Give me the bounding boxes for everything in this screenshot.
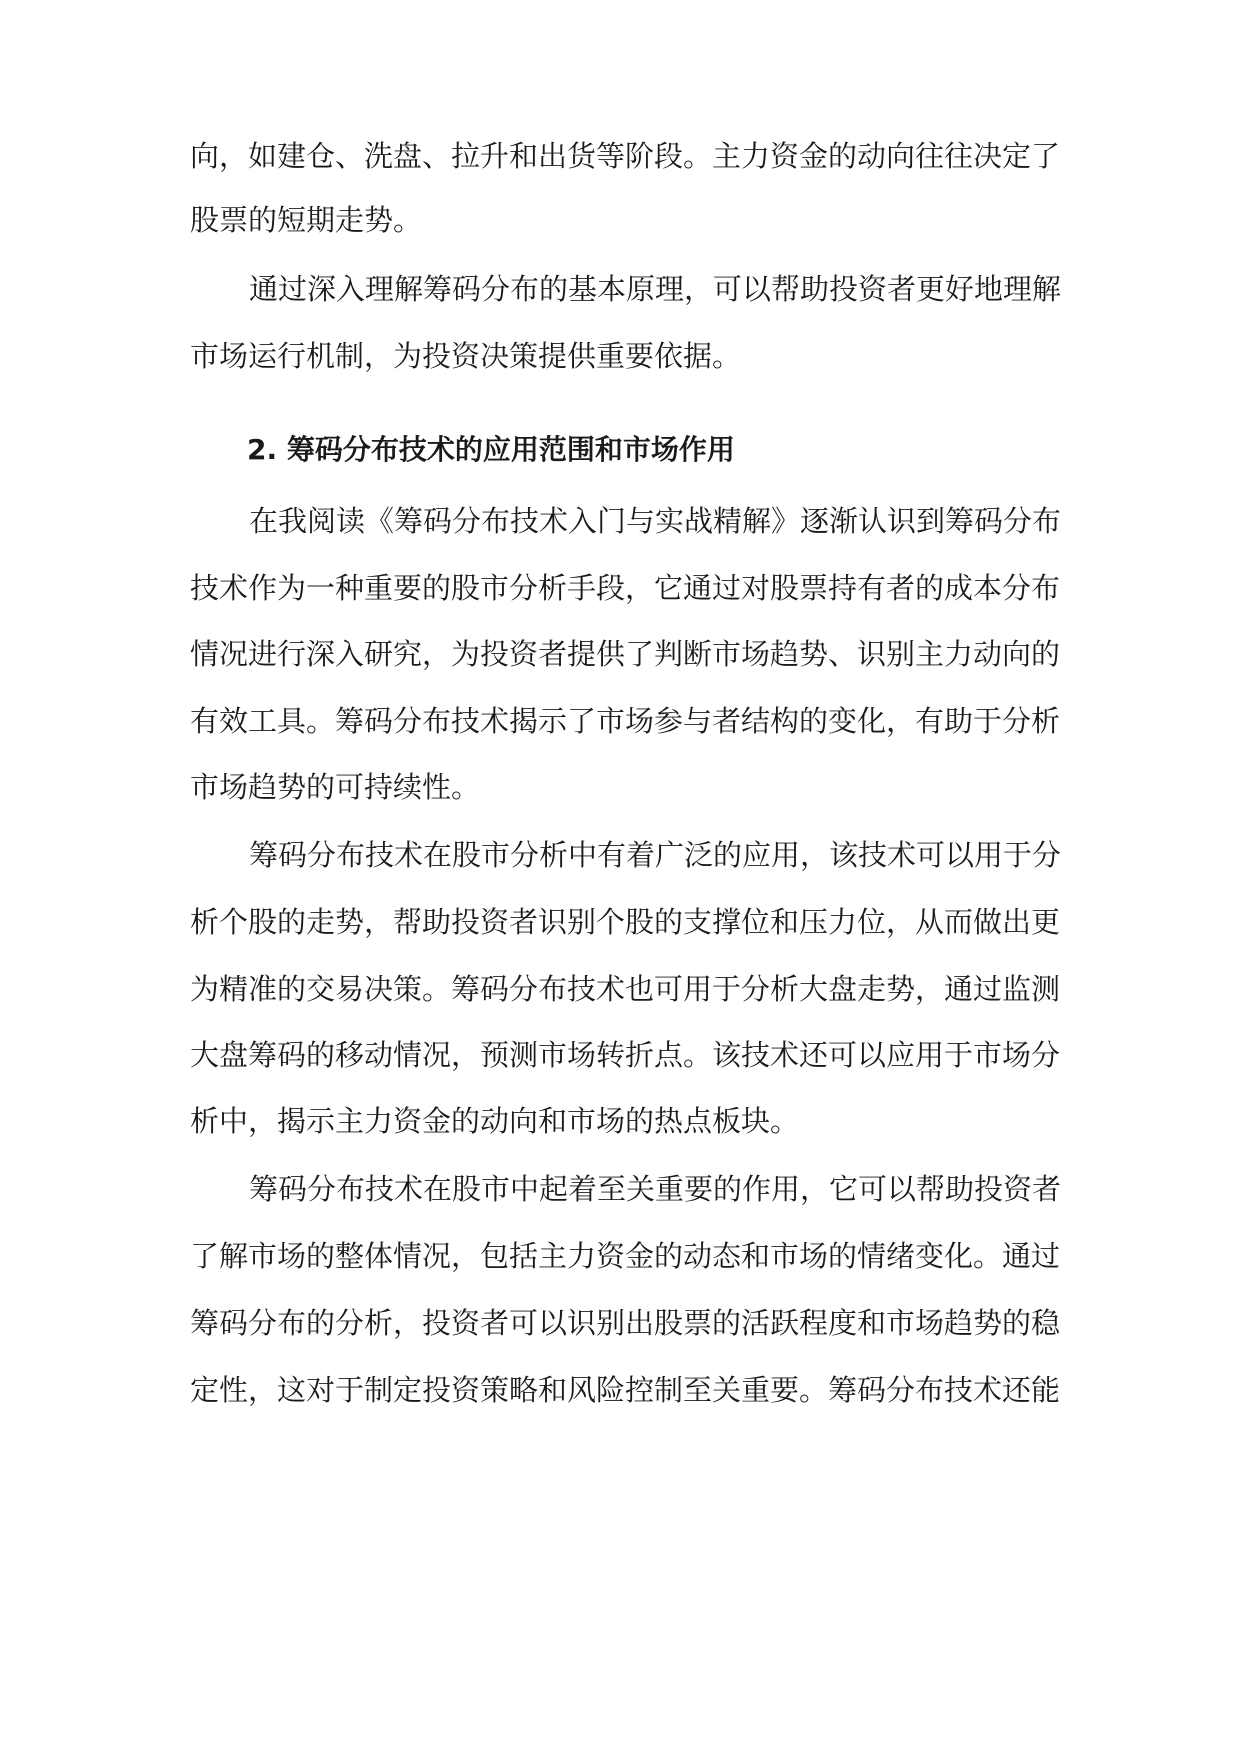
paragraph-2-line-1: 筹码分布技术在股市分析中有着广泛的应用，该技术可以用于分 <box>249 838 1062 872</box>
paragraph-3-line-1: 筹码分布技术在股市中起着至关重要的作用，它可以帮助投资者 <box>249 1172 1062 1206</box>
section-heading: 2. 筹码分布技术的应用范围和市场作用 <box>247 433 735 466</box>
paragraph-3-line-2: 了解市场的整体情况，包括主力资金的动态和市场的情绪变化。通过 <box>190 1239 1061 1273</box>
paragraph-2-line-5: 析中，揭示主力资金的动向和市场的热点板块。 <box>190 1104 800 1138</box>
paragraph-1-line-4: 有效工具。筹码分布技术揭示了市场参与者结构的变化，有助于分析 <box>190 704 1061 738</box>
intro-line-1: 向，如建仓、洗盘、拉升和出货等阶段。主力资金的动向往往决定了 <box>190 139 1061 173</box>
paragraph-1-line-3: 情况进行深入研究，为投资者提供了判断市场趋势、识别主力动向的 <box>190 637 1061 671</box>
paragraph-1-line-5: 市场趋势的可持续性。 <box>190 770 481 804</box>
paragraph-3-line-4: 定性，这对于制定投资策略和风险控制至关重要。筹码分布技术还能 <box>190 1373 1061 1407</box>
paragraph-2-line-3: 为精准的交易决策。筹码分布技术也可用于分析大盘走势，通过监测 <box>190 972 1061 1006</box>
intro-line-2: 股票的短期走势。 <box>190 203 423 237</box>
paragraph-1-line-2: 技术作为一种重要的股市分析手段，它通过对股票持有者的成本分布 <box>190 571 1061 605</box>
paragraph-2-line-4: 大盘筹码的移动情况，预测市场转折点。该技术还可以应用于市场分 <box>190 1038 1061 1072</box>
paragraph-1-line-1: 在我阅读《筹码分布技术入门与实战精解》逐渐认识到筹码分布 <box>249 504 1062 538</box>
summary-line-1: 通过深入理解筹码分布的基本原理，可以帮助投资者更好地理解 <box>249 272 1062 306</box>
paragraph-2-line-2: 析个股的走势，帮助投资者识别个股的支撑位和压力位，从而做出更 <box>190 905 1061 939</box>
summary-line-2: 市场运行机制，为投资决策提供重要依据。 <box>190 339 742 373</box>
paragraph-3-line-3: 筹码分布的分析，投资者可以识别出股票的活跃程度和市场趋势的稳 <box>190 1306 1061 1340</box>
